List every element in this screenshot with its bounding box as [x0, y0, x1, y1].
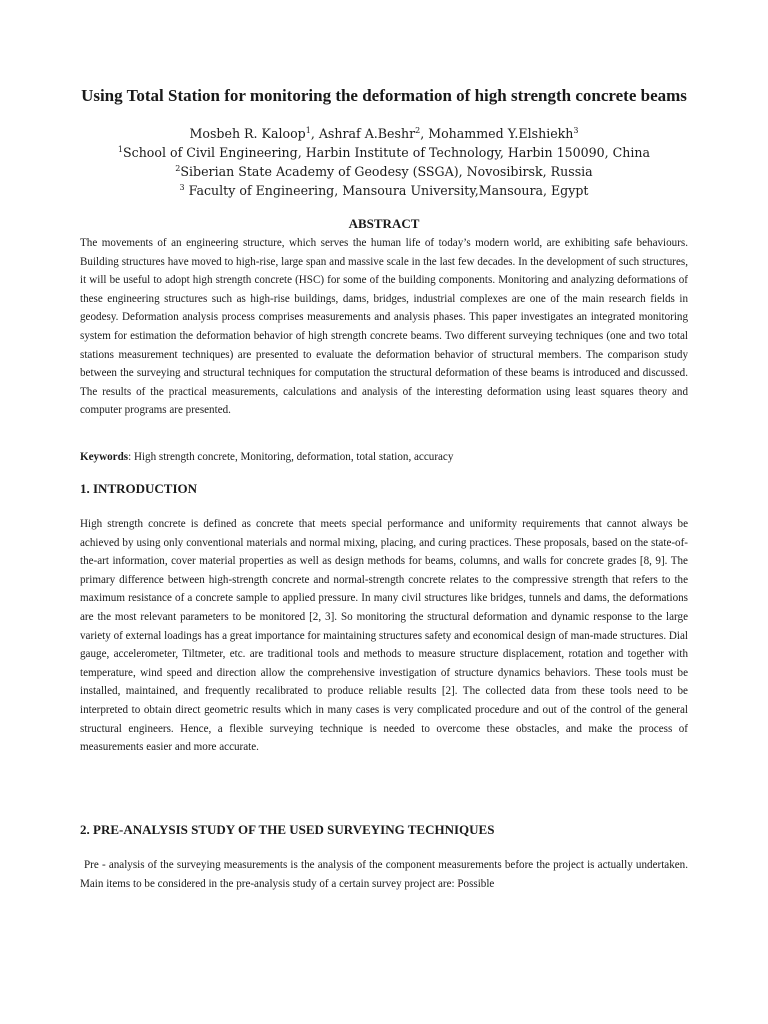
author-list [60, 124, 708, 143]
section-heading-introduction: 1. INTRODUCTION [80, 481, 198, 496]
abstract-heading: ABSTRACT [348, 216, 420, 231]
author-superscript: 2 [415, 125, 421, 135]
author-block [60, 124, 708, 200]
affiliation-text: School of Civil Engineering, Harbin Institute of Technology, Harbin 150090, China [123, 145, 651, 160]
author-superscript: 3 [573, 125, 579, 135]
keywords-separator: : [128, 451, 134, 463]
section-text-introduction: High strength concrete is defined as concrete that meets special performance and uniformity requirements that cannot always be achieved by using only conventional materials and normal mixing, placing, and curing practices. These proposals, based on the state-of-the-art information, cover material properties as well as design methods for beams, columns, and walls for concrete grades [8, 9]. The primary difference between high-strength concrete and normal-strength concrete relates to the compressive strength that refers to the maximum resistance of a concrete sample to applied pressure. In many civil structures like bridges, tunnels and dams, the deformations are the most relevant parameters to be monitored [2, 3]. So monitoring the structural deformation and dynamic response to the large variety of external loadings has a great importance for maintaining structures safety and economical design of man-made structures. Dial gauge, accelerometer, Tiltmeter, etc. are traditional tools and methods to measure structure displacement, rotation and together with temperature, wind speed and direction allow the comprehensive investigation of structure dynamics behaviors. These tools must be installed, maintained, and frequently recalibrated to produce reliable results [2]. The collected data from these tools need to be interpreted to obtain direct geometric results which in many cases is very complicated procedure and out of the control of the general structural engineers. Hence, a flexible surveying technique is needed to overcome these obstacles, and make the process of measurements easier and more accurate. [80, 518, 688, 754]
affiliation-superscript: 1 [117, 144, 124, 154]
keywords-text: High strength concrete, Monitoring, deformation, total station, accuracy [133, 451, 454, 463]
author-separator: , [310, 126, 319, 141]
abstract-text: The movements of an engineering structure, which serves the human life of today’s modern world, are exhibiting safe behaviours. Building structures have moved to high-rise, large span and massive scale in the last few decades. In the development of such structures, it will be useful to adopt high strength concrete (HSC) for some of the building components. Monitoring and analyzing deformations of these engineering structures such as high-rise buildings, dams, bridges, industrial complexes are one of the main research fields in geodesy. Deformation analysis process comprises measurements and analysis phases. This paper investigates an integrated monitoring system for estimation the deformation behavior of high strength concrete beams. Two different surveying techniques (one and two total stations measurement techniques) are presented to evaluate the deformation behavior of structural members. The comparison study between the surveying and structural techniques for computation the structural deformation of these beams is introduced and discussed. The results of the practical measurements, calculations and analysis of the interesting deformation using least squares theory and computer programs are presented. [80, 237, 688, 417]
affiliation-text: Faculty of Engineering, Mansoura University,Mansoura, Egypt [184, 183, 589, 198]
author-name: Mohammed Y.Elshiekh [428, 126, 574, 141]
author-separator: , [420, 126, 429, 141]
author-name: Mosbeh R. Kaloop [189, 126, 306, 141]
affiliation-line [60, 181, 708, 200]
affiliation-text: Siberian State Academy of Geodesy (SSGA), Novosibirsk, Russia [180, 164, 593, 179]
affiliation-superscript: 3 [179, 182, 185, 192]
author-name: Ashraf A.Beshr [318, 126, 416, 141]
author-superscript: 1 [305, 125, 311, 135]
paper-title: Using Total Station for monitoring the deformation of high strength concrete beams [81, 86, 687, 105]
keywords-label: Keywords [80, 451, 129, 463]
affiliation-line [60, 162, 708, 181]
affiliation-superscript: 2 [175, 163, 181, 173]
section-heading-pre-analysis: 2. PRE-ANALYSIS STUDY OF THE USED SURVEYING TECHNIQUES [80, 822, 495, 837]
affiliation-line [60, 143, 708, 162]
keywords-line [80, 448, 688, 467]
section-text-pre-analysis: Pre - analysis of the surveying measurements is the analysis of the component measurements before the project is actually undertaken. Main items to be considered in the pre-analysis study of a certain survey project are: Possible [80, 859, 688, 890]
